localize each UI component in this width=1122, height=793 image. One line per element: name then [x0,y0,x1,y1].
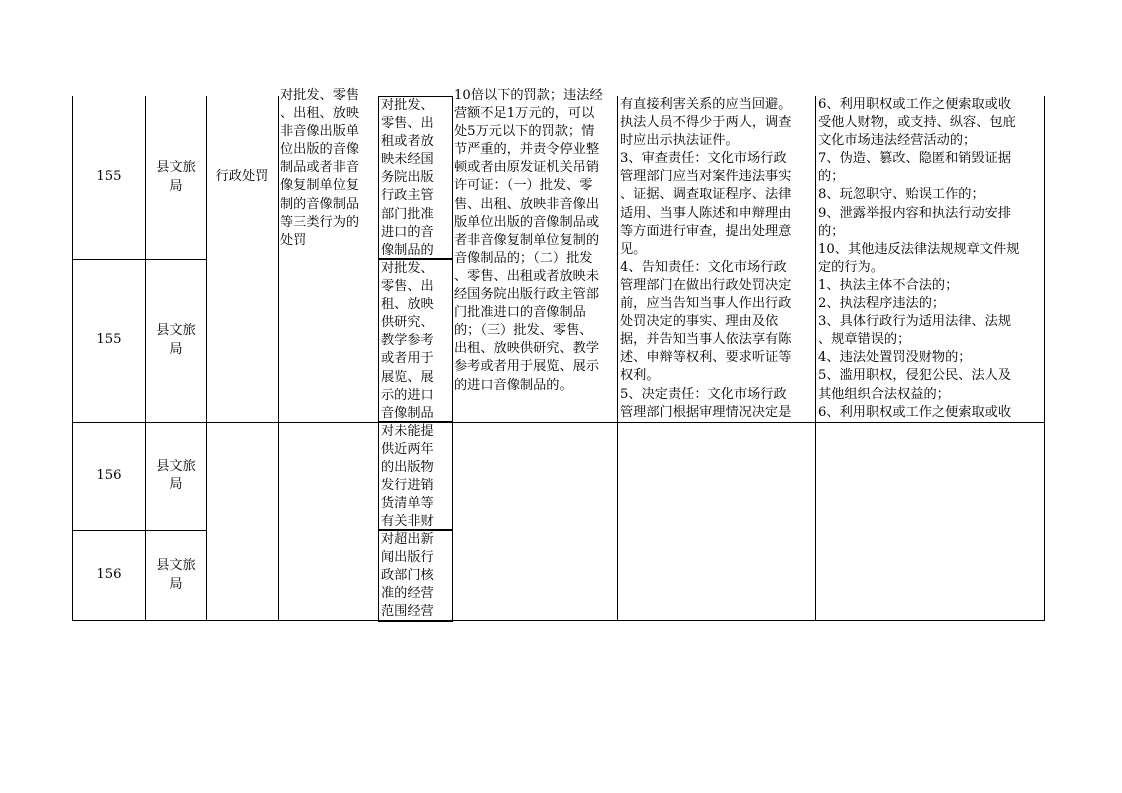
grid-line [72,530,206,531]
sub-item-cell: 对未能提 供近两年 的出版物 发行进销 货清单等 有关非财 [381,424,434,530]
accountability-cell: 6、利用职权或工作之便索取或收 受他人财物，或支持、纵容、包庇 文化市场违法经营活动的； 7、伪造、篡改、隐匿和销毁证据 的； 8、玩忽职守、贻误工作的； 9、泄露举报内容和执法行动安排 的； 10、其他违反法律法规规章文件规 定的行为。 1、执法主体不合法的； 2、执法程序违法的； 3、具体行政行为适用法律、法规 、规章错误的； 4、违法处置罚没财物的； 5、滥用职权，侵犯公民、法人及 其他组织合法权益的； 6、利用职权或工作之便索取或收 [818,97,1020,420]
row-number: 155 [96,332,122,348]
department-cell: 县文旅 局 [156,160,196,194]
sub-item-border [378,258,453,423]
grid-line [72,422,1045,423]
grid-line [815,96,816,621]
row-number: 156 [96,567,122,583]
department-cell: 县文旅 局 [156,458,196,492]
category-cell: 行政处罚 [215,169,269,185]
sub-item-border [378,96,453,260]
legal-basis-cell: 10倍以下的罚款；违法经 营额不足1万元的，可以 处5万元以下的罚款；情 节严重的，并责令停业整 顿或者由原发证机关吊销 许可证：（一）批发、零 售、出租、放映非音像出 版单位出版的音像制品或 者非音像复制单位复制的 音像制品的；（二）批发 、零售、出租或者放映未 经国务院出版行政主管部 门批准进口的音像制品 的；（三）批发、零售、 出租、放映供研究、教学 参考或者用于展览、展示 的进口音像制品的。 [454,88,603,393]
department-cell: 县文旅 局 [156,323,196,357]
grid-line [72,259,206,260]
grid-line [145,96,146,621]
row-number: 156 [96,467,122,483]
responsibility-cell: 有直接利害关系的应当回避。 执法人员不得少于两人，调查 时应出示执法证件。 3、审查责任：文化市场行政 管理部门应当对案件违法事实 、证据、调查取证程序、法律 适用、当事人陈述和申辩理由 等方面进行审查，提出处理意 见。 4、告知责任：文化市场行政 管理部门在做出行政处罚决定 前，应当告知当事人作出行政 处罚决定的事实、理由及依 据，并告知当事人依法享有陈 述、申辩等权利、要求听证等 权利。 5、决定责任：文化市场行政 管理部门根据审理情况决定是 [620,97,792,420]
grid-line [206,96,207,621]
sub-item-cell: 对超出新 闻出版行 政部门核 准的经营 范围经营 [381,532,434,620]
sub-item-border [378,529,453,622]
sub-item-border [378,421,453,531]
sub-item-cell: 对批发、 零售、出 租、放映 供研究、 教学参考 或者用于 展览、展 示的进口 音像制品 [381,261,434,421]
grid-line [278,96,279,621]
grid-line [72,96,73,621]
department-cell: 县文旅 局 [156,558,196,592]
sub-item-cell: 对批发、 零售、出 租或者放 映未经国 务院出版 行政主管 部门批准 进口的音 像制品的 [381,98,434,258]
item-name-cell: 对批发、零售 、出租、放映 非音像出版单 位出版的音像 制品或者非音 像复制单位复 制的音像制品 等三类行为的 处罚 [280,88,360,248]
row-number: 155 [96,169,122,185]
grid-line [617,96,618,621]
grid-line [1044,96,1045,621]
grid-line [72,620,1045,621]
